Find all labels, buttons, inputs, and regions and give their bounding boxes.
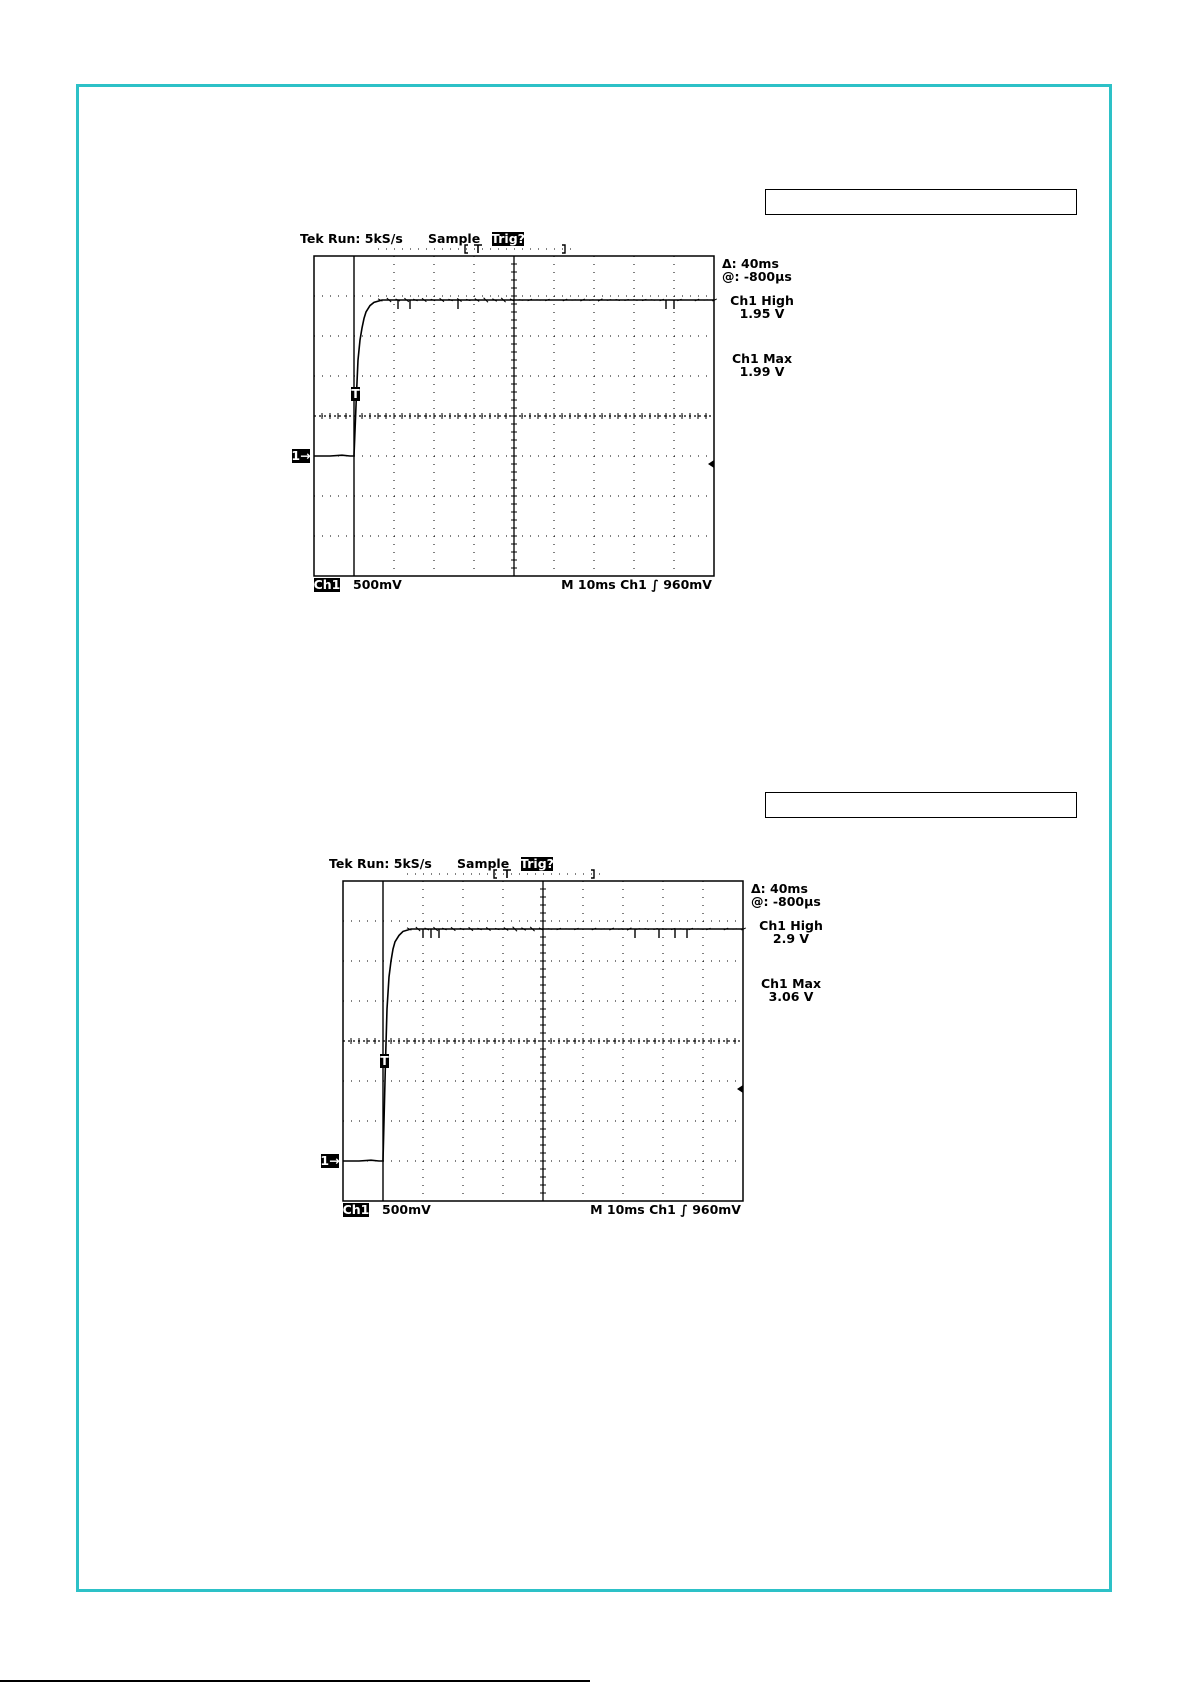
horizontal-readout: M 10ms Ch1 ∫ 960mV <box>590 1202 741 1217</box>
trigger-position-marker <box>503 870 511 878</box>
acquire-mode: Sample <box>428 231 481 246</box>
measurement-label: Ch1 Max <box>731 351 793 366</box>
channel-badge <box>343 1202 370 1217</box>
channel-badge-text: Ch1 <box>313 577 341 592</box>
measurement-value: 1.95 V <box>739 306 785 321</box>
channel-badge <box>314 577 341 592</box>
scope-title: Tek Run: 5kS/s <box>300 231 403 246</box>
trigger-level-badge-text: T <box>380 1053 389 1068</box>
vertical-scale: 500mV <box>382 1202 431 1217</box>
waveform-noise <box>636 929 640 930</box>
measurement-label: Ch1 High <box>730 293 794 308</box>
measurement-value: 1.99 V <box>739 364 785 379</box>
scope-plot-1 <box>291 231 860 632</box>
trigger-status-badge-text: Trig? <box>491 231 525 246</box>
trigger-level-badge <box>351 386 360 401</box>
waveform-noise <box>633 300 637 301</box>
trigger-status-badge-text: Trig? <box>520 856 554 871</box>
caption-box-2 <box>765 792 1077 818</box>
at-readout: @: -800µs <box>751 894 821 909</box>
caption-box-1 <box>765 189 1077 215</box>
measurement-value: 2.9 V <box>772 931 810 946</box>
trigger-level-badge <box>380 1053 389 1068</box>
waveform-noise <box>607 300 611 301</box>
vertical-scale: 500mV <box>353 577 402 592</box>
channel-ground-marker <box>291 448 310 463</box>
at-readout: @: -800µs <box>722 269 792 284</box>
trigger-position-marker <box>474 245 482 253</box>
horizontal-readout: M 10ms Ch1 ∫ 960mV <box>561 577 712 592</box>
waveform-noise <box>662 929 666 930</box>
channel-ground-marker-text: 1→ <box>291 448 311 463</box>
oscilloscope-screenshot-2 <box>320 856 889 1257</box>
footer-rule <box>0 1680 590 1682</box>
trigger-status-badge <box>491 231 525 246</box>
trigger-level-arrow <box>737 1085 743 1093</box>
trigger-status-badge <box>520 856 554 871</box>
scope-plot-2 <box>320 856 889 1257</box>
channel-ground-marker-text: 1→ <box>320 1153 340 1168</box>
delta-readout: Δ: 40ms <box>751 881 808 896</box>
channel-badge-text: Ch1 <box>342 1202 370 1217</box>
measurement-label: Ch1 Max <box>760 976 822 991</box>
channel-ground-marker <box>320 1153 339 1168</box>
acquire-mode: Sample <box>457 856 510 871</box>
scope-title: Tek Run: 5kS/s <box>329 856 432 871</box>
trigger-level-arrow <box>708 460 714 468</box>
measurement-label: Ch1 High <box>759 918 823 933</box>
trigger-level-badge-text: T <box>351 386 360 401</box>
delta-readout: Δ: 40ms <box>722 256 779 271</box>
oscilloscope-screenshot-1 <box>291 231 860 632</box>
measurement-value: 3.06 V <box>768 989 814 1004</box>
